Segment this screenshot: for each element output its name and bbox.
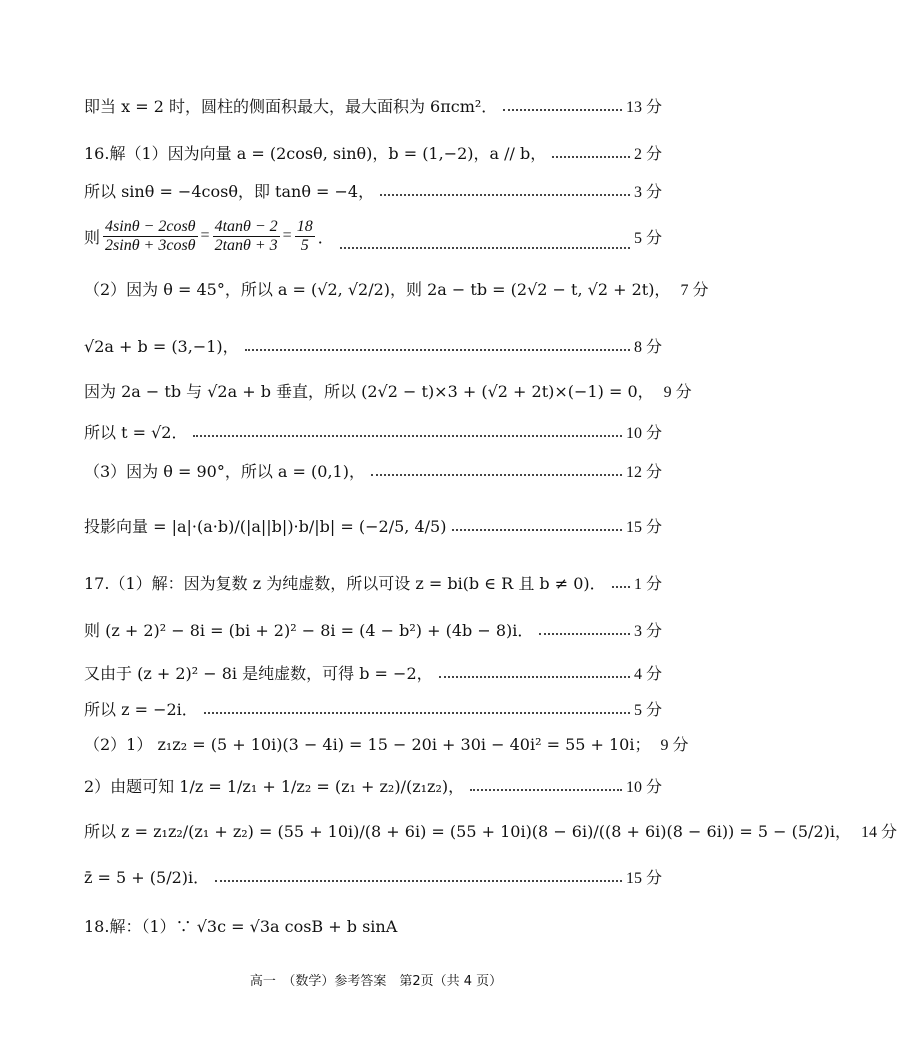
fraction-numerator: 18 [296,217,313,235]
line-text: √2a + b = (3,−1)， [84,336,239,356]
line-text [84,218,334,255]
fraction-denominator: 2sinθ + 3cosθ [105,236,196,254]
leader-dots [371,474,622,476]
line-text: （3）因为 θ = 90°，所以 a = (0,1)， [84,461,365,481]
leader-dots [204,712,630,714]
answer-line [84,416,662,446]
answer-line [84,137,662,167]
leader-dots [215,880,622,882]
line-text: 2）由题可知 1/z = 1/z₁ + 1/z₂ = (z₁ + z₂)/(z₁z₂)， [84,776,465,796]
answer-line [84,770,662,800]
leader-dots [552,156,630,158]
line-score: 8 分 [633,338,662,356]
leader-dots [193,435,622,437]
line-score: 15 分 [625,518,662,536]
answer-line [84,861,662,891]
line-score: 3 分 [633,622,662,640]
answer-line [84,657,662,687]
answer-line [84,815,897,845]
leader-dots [470,789,622,791]
line-text: 即当 x = 2 时，圆柱的侧面积最大，最大面积为 6πcm²． [84,96,498,116]
line-score: 9 分 [660,736,689,754]
answer-line [84,330,662,360]
line-score: 10 分 [625,778,662,796]
line-score: 4 分 [633,665,662,683]
line-text: （2）因为 θ = 45°，所以 a = (√2, √2/2)，则 2a − tb = (2√2 − t, √2 + 2t)， [84,279,671,299]
line-tail: ． [317,227,334,247]
fraction [103,218,198,255]
line-score: 9 分 [663,383,692,401]
leader-dots [539,633,630,635]
leader-dots [439,676,630,678]
fraction-denominator: 5 [300,236,309,254]
equals-sign: = [282,227,292,244]
page-footer: 高一 （数学）参考答案 第2页（共 4 页） [249,974,503,989]
line-score: 10 分 [625,424,662,442]
fraction [213,218,280,255]
leader-dots [380,194,630,196]
line-text: 又由于 (z + 2)² − 8i 是纯虚数，可得 b = −2， [84,663,433,683]
line-text: 投影向量 = |a|·(a·b)/(|a||b|)·b/|b| = (−2/5, 4/5) [84,516,447,536]
line-text: 所以 z = z₁z₂/(z₁ + z₂) = (55 + 10i)/(8 + 6i) = (55 + 10i)(8 − 6i)/((8 + 6i)(8 − 6i)) = 5 − (5/2)i， [84,821,851,841]
line-text: 18.解：（1）∵ √3c = √3a cosB + b sinA [84,916,398,936]
line-text: 16.解（1）因为向量 a = (2cosθ, sinθ)，b = (1,−2)，a // b， [84,143,547,163]
answer-line [84,910,662,940]
leader-dots [245,349,630,351]
answer-line [84,567,662,597]
line-text: 17.（1）解：因为复数 z 为纯虚数，所以可设 z = bi(b ∈ R 且 b ≠ 0)． [84,573,606,593]
line-score: 3 分 [633,183,662,201]
answer-line [84,214,662,258]
fraction-numerator: 4tanθ − 2 [214,217,278,235]
line-text: 所以 z = −2i． [84,699,198,719]
line-text: 所以 sinθ = −4cosθ，即 tanθ = −4， [84,181,375,201]
equals-sign: = [200,227,210,244]
line-score: 5 分 [633,229,662,247]
answer-line [84,693,662,723]
line-prefix: 则 [84,227,101,247]
answer-line [84,455,662,485]
answer-line [84,375,692,405]
answer-line [84,510,662,540]
line-score: 2 分 [633,145,662,163]
answer-line [84,273,709,303]
line-text: 则 (z + 2)² − 8i = (bi + 2)² − 8i = (4 − b²) + (4b − 8)i． [84,620,534,640]
fraction-denominator: 2tanθ + 3 [214,236,278,254]
leader-dots [340,247,630,249]
line-score: 15 分 [625,869,662,887]
leader-dots [503,109,622,111]
line-score: 14 分 [861,823,897,841]
fraction [295,218,315,255]
line-text: 因为 2a − tb 与 √2a + b 垂直，所以 (2√2 − t)×3 + (√2 + 2t)×(−1) = 0， [84,381,654,401]
answer-line [84,175,662,205]
line-score: 1 分 [633,575,662,593]
leader-dots [612,586,630,588]
answer-line [84,728,689,758]
fraction-numerator: 4sinθ − 2cosθ [105,217,196,235]
line-text: 所以 t = √2． [84,422,188,442]
line-score: 5 分 [633,701,662,719]
line-text: z̄ = 5 + (5/2)i． [84,867,210,887]
leader-dots [452,529,622,531]
line-score: 12 分 [625,463,662,481]
line-score: 7 分 [680,281,709,299]
answer-line [84,614,662,644]
line-score: 13 分 [625,98,662,116]
answer-line [84,90,662,120]
line-text: （2）1） z₁z₂ = (5 + 10i)(3 − 4i) = 15 − 20i + 30i − 40i² = 55 + 10i； [84,734,651,754]
